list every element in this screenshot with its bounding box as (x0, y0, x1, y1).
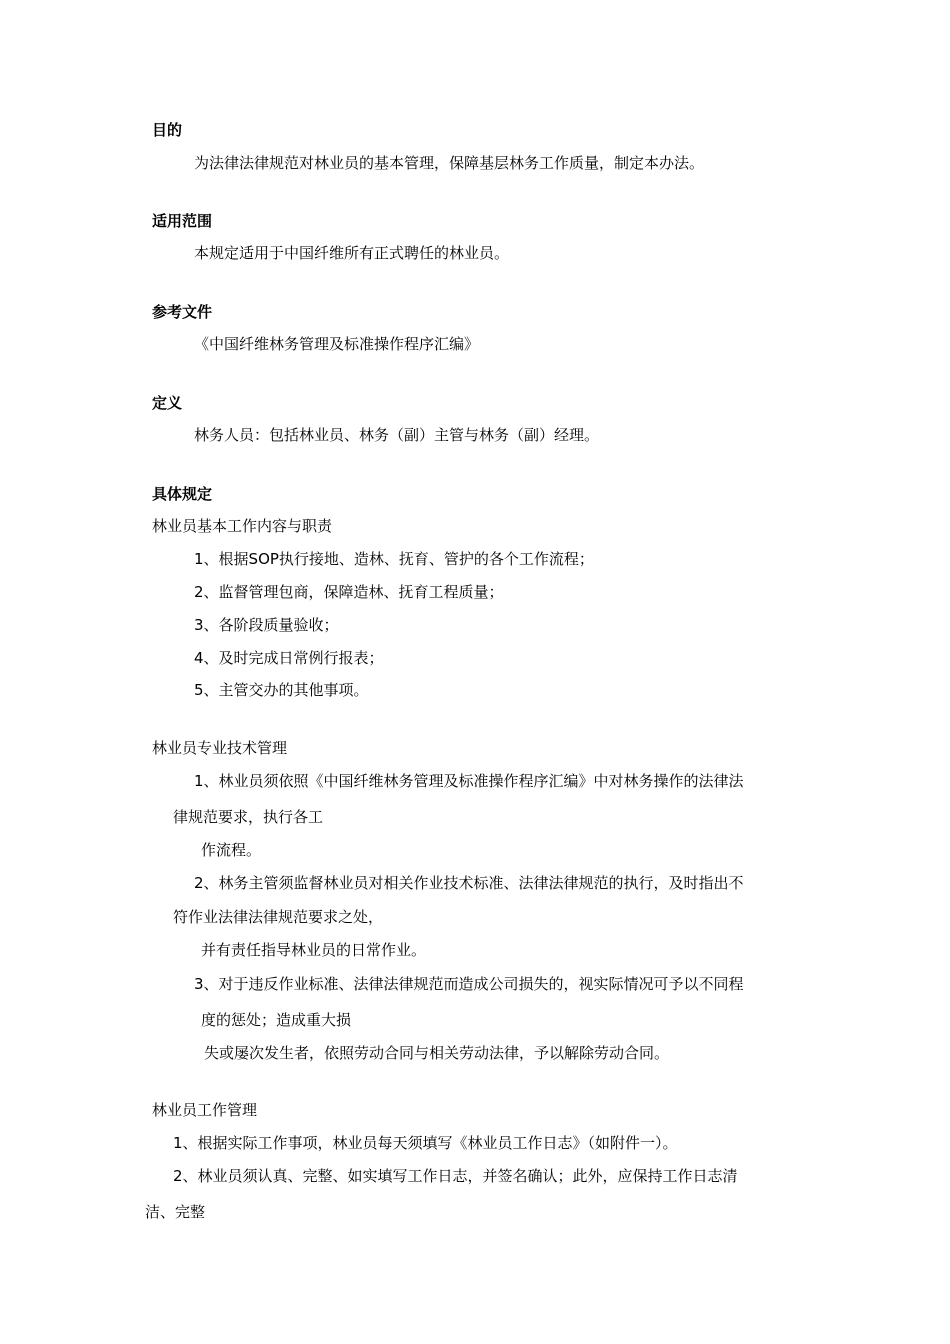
duty-item: 3、各阶段质量验收； (194, 616, 339, 634)
reference-text: 《中国纤维林务管理及标准操作程序汇编》 (194, 335, 480, 353)
technical-line: 并有责任指导林业员的日常作业。 (201, 941, 427, 959)
work-title: 林业员工作管理 (152, 1101, 258, 1119)
duty-item: 5、主管交办的其他事项。 (194, 681, 369, 699)
technical-line: 作流程。 (201, 841, 262, 859)
technical-line: 度的惩处；造成重大损 (201, 1011, 352, 1029)
technical-line: 1、林业员须依照《中国纤维林务管理及标准操作程序汇编》中对林务操作的法律法 (194, 772, 744, 790)
duty-item: 2、监督管理包商，保障造林、抚育工程质量； (194, 583, 504, 601)
technical-line: 律规范要求，执行各工 (173, 808, 324, 826)
duties-title: 林业员基本工作内容与职责 (152, 517, 333, 535)
work-line: 洁、完整 (145, 1203, 206, 1221)
work-line: 2、林业员须认真、完整、如实填写工作日志，并签名确认；此外，应保持工作日志清 (173, 1167, 738, 1185)
technical-title: 林业员专业技术管理 (152, 739, 288, 757)
technical-line: 符作业法律法律规范要求之处， (173, 908, 384, 926)
scope-heading: 适用范围 (152, 212, 213, 230)
definition-heading: 定义 (152, 394, 183, 412)
work-line: 1、根据实际工作事项，林业员每天须填写《林业员工作日志》（如附件一）。 (173, 1134, 678, 1152)
technical-line: 3、对于违反作业标准、法律法律规范而造成公司损失的，视实际情况可予以不同程 (194, 975, 744, 993)
scope-text: 本规定适用于中国纤维所有正式聘任的林业员。 (194, 244, 510, 262)
rules-heading: 具体规定 (152, 485, 213, 503)
purpose-heading: 目的 (152, 121, 183, 139)
technical-line: 失或屡次发生者，依照劳动合同与相关劳动法律，予以解除劳动合同。 (204, 1044, 670, 1062)
reference-heading: 参考文件 (152, 303, 213, 321)
definition-text: 林务人员：包括林业员、林务（副）主管与林务（副）经理。 (194, 426, 600, 444)
purpose-text: 为法律法律规范对林业员的基本管理，保障基层林务工作质量，制定本办法。 (194, 154, 705, 172)
duty-item: 4、及时完成日常例行报表； (194, 649, 384, 667)
technical-line: 2、林务主管须监督林业员对相关作业技术标准、法律法律规范的执行，及时指出不 (194, 874, 744, 892)
duty-item: 1、根据SOP执行接地、造林、抚育、管护的各个工作流程； (194, 550, 594, 568)
